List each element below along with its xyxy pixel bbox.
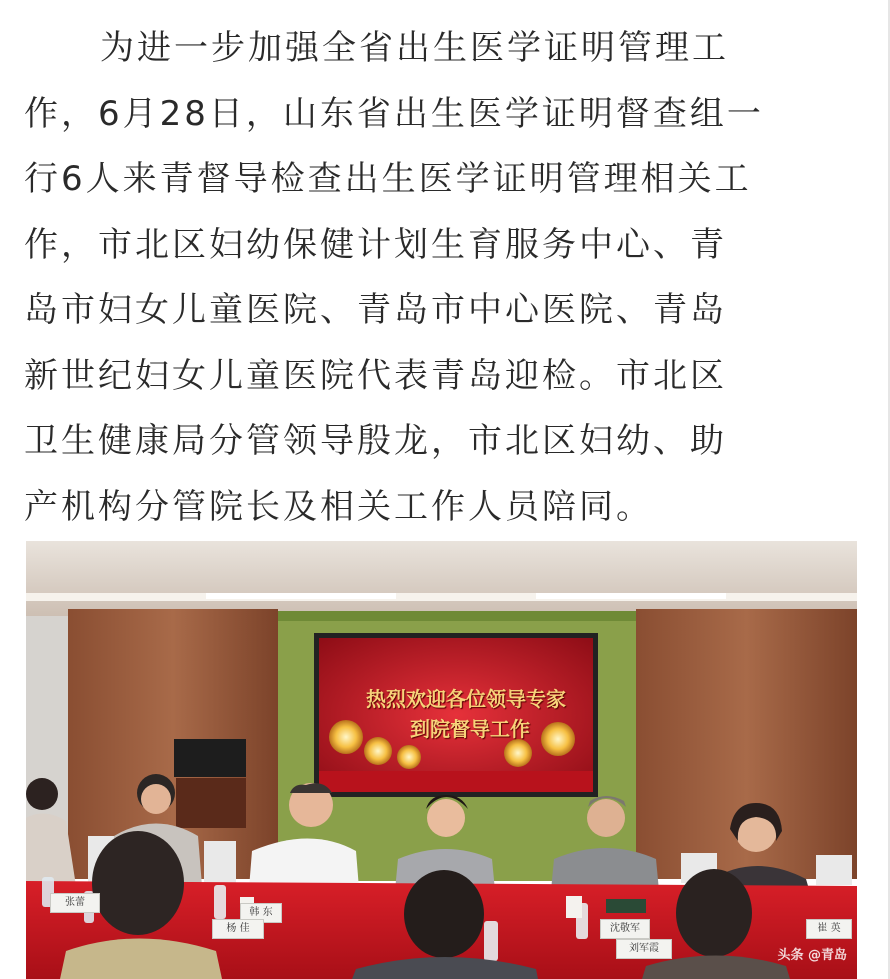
article-line: 卫生健康局分管领导殷龙，市北区妇幼、助 [24, 421, 727, 461]
nameplate: 杨 佳 [212, 919, 264, 939]
nameplate: 沈敬军 [600, 919, 650, 939]
article-line: 为进一步加强全省出生医学证明管理工 [100, 28, 729, 68]
screen-banner-line1: 热烈欢迎各位领导专家 [366, 687, 566, 711]
article-line: 产机构分管院长及相关工作人员陪同。 [24, 486, 653, 527]
watermark: 头条 @青岛 [777, 948, 847, 963]
article-line: 作，6月28日，山东省出生医学证明督查组一 [24, 93, 764, 134]
nameplate: 韩 东 [240, 903, 282, 923]
article-line: 岛市妇女儿童医院、青岛市中心医院、青岛 [24, 290, 727, 330]
nameplate: 崔 英 [806, 919, 852, 939]
article-body [24, 16, 864, 540]
article-line: 行6人来青督导检查出生医学证明管理相关工 [24, 159, 752, 199]
article-line: 作，市北区妇幼保健计划生育服务中心、青 [24, 224, 727, 265]
screen-banner-line2: 到院督导工作 [410, 717, 530, 741]
meeting-photo [26, 541, 857, 979]
article-line: 新世纪妇女儿童医院代表青岛迎检。市北区 [24, 355, 727, 396]
meeting-photo-illustration [26, 541, 857, 979]
nameplate: 刘军霞 [616, 939, 672, 959]
nameplate: 张蕾 [50, 893, 100, 913]
